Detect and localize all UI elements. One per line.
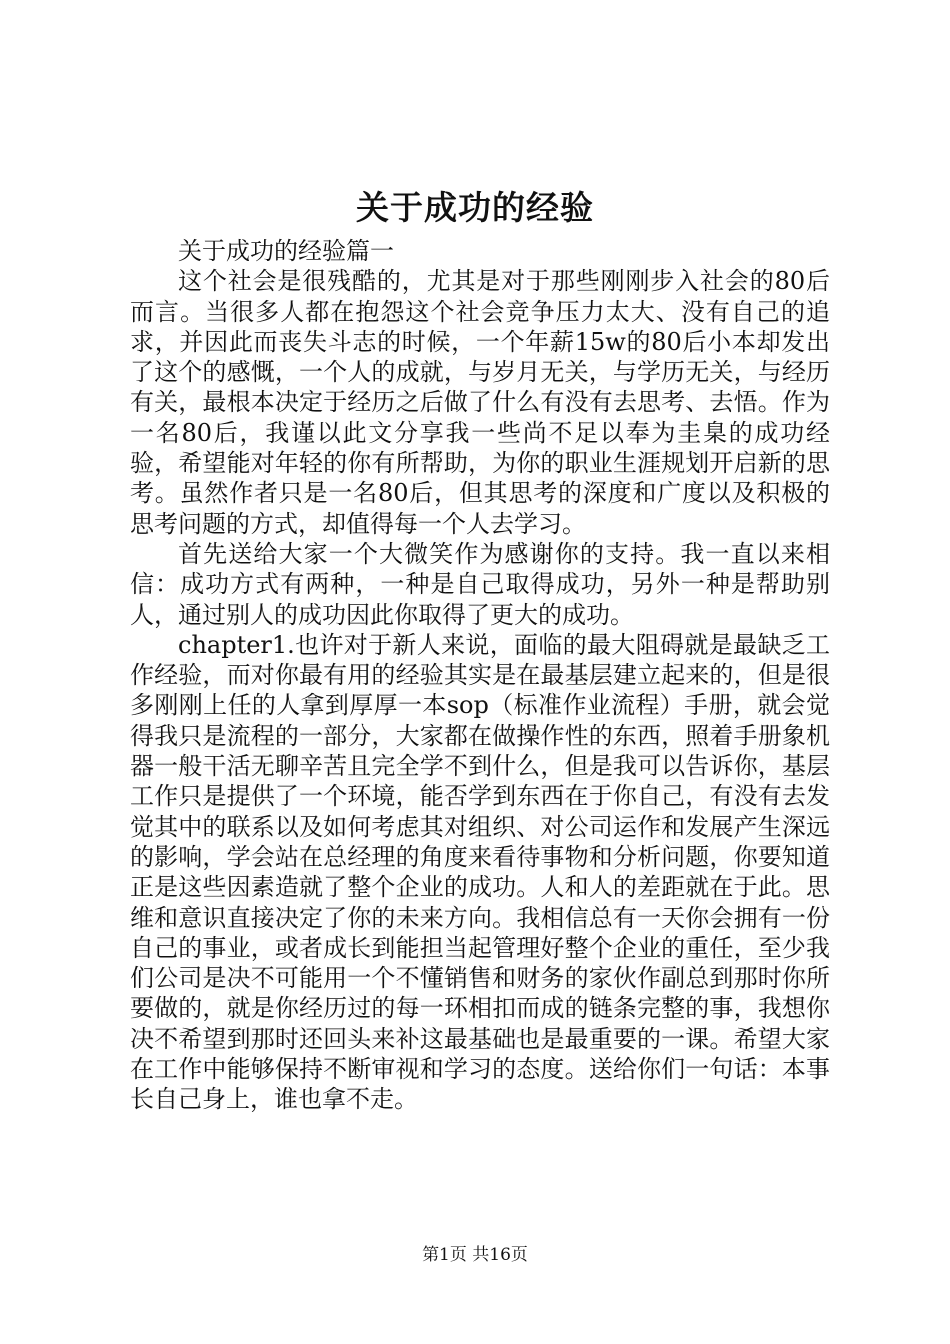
paragraph: 这个社会是很残酷的，尤其是对于那些刚刚步入社会的80后而言。当很多人都在抱怨这个社会竞争压力太大、没有自己的追求，并因此而丧失斗志的时候，一个年薪15w的80后小本却发出了这个的感慨，一个人的成就，与岁月无关，与学历无关，与经历有关，最根本决定于经历之后做了什么有没有去思考、去悟。作为一名80后，我谨以此文分享我一些尚不足以奉为圭臬的成功经验，希望能对年轻的你有所帮助，为你的职业生涯规划开启新的思考。虽然作者只是一名80后，但其思考的深度和广度以及积极的思考问题的方式，却值得每一个人去学习。: [130, 267, 830, 538]
paragraph: 首先送给大家一个大微笑作为感谢你的支持。我一直以来相信：成功方式有两种，一种是自己取得成功，另外一种是帮助别人，通过别人的成功因此你取得了更大的成功。: [130, 539, 830, 629]
section-heading: 关于成功的经验篇一: [178, 237, 394, 265]
paragraph: chapter1.也许对于新人来说，面临的最大阻碍就是最缺乏工作经验，而对你最有用的经验其实是在最基层建立起来的，但是很多刚刚上任的人拿到厚厚一本sop（标准作业流程）手册，就会觉得我只是流程的一部分，大家都在做操作性的东西，照着手册象机器一般干活无聊辛苦且完全学不到什么，但是我可以告诉你，基层工作只是提供了一个环境，能否学到东西在于你自己，有没有去发觉其中的联系以及如何考虑其对组织、对公司运作和发展产生深远的影响，学会站在总经理的角度来看待事物和分析问题，你要知道正是这些因素造就了整个企业的成功。人和人的差距就在于此。思维和意识直接决定了你的未来方向。我相信总有一天你会拥有一份自己的事业，或者成长到能担当起管理好整个企业的重任，至少我们公司是决不可能用一个不懂销售和财务的家伙作副总到那时你所要做的，就是你经历过的每一环相扣而成的链条完整的事，我想你决不希望到那时还回头来补这最基础也是最重要的一课。希望大家在工作中能够保持不断审视和学习的态度。送给你们一句话：本事长自己身上，谁也拿不走。: [130, 630, 830, 1114]
page-footer: 第1页 共16页: [422, 1245, 528, 1265]
document-title: 关于成功的经验: [356, 188, 594, 227]
document-body: [130, 236, 830, 1115]
